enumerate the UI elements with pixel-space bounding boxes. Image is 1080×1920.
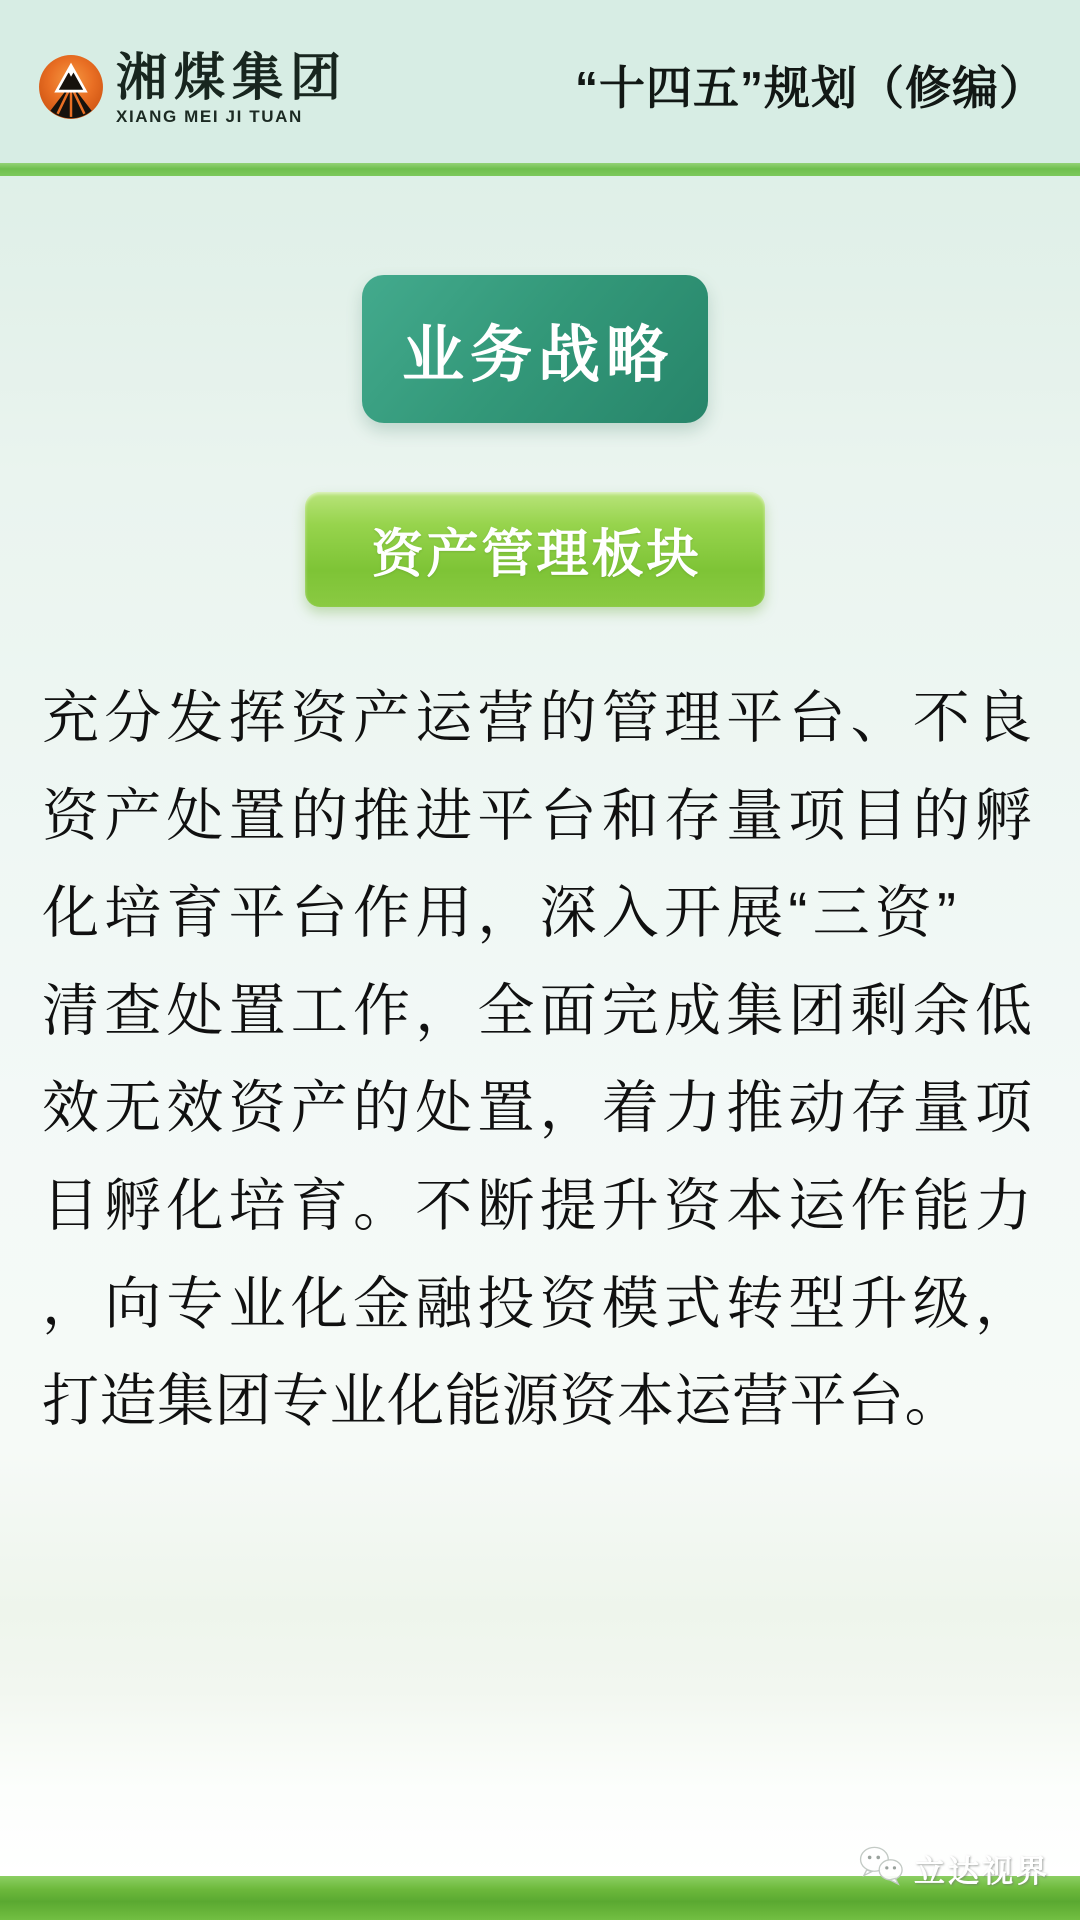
watermark xyxy=(858,1845,1050,1892)
watermark-label: 立达视界 xyxy=(914,1854,1050,1889)
paragraph-line: ，向专业化金融投资模式转型升级， xyxy=(42,1271,1038,1336)
page-title: “十四五”规划（修编） xyxy=(575,62,1046,114)
mountain-sun-icon xyxy=(38,107,104,124)
body-paragraph xyxy=(42,670,1038,1451)
company-name-cn: 湘煤集团 xyxy=(116,49,349,106)
paragraph-line: 清查处置工作，全面完成集团剩余低 xyxy=(42,978,1038,1043)
business-strategy-banner xyxy=(362,275,708,423)
chat-bubbles-icon xyxy=(858,1845,908,1892)
paragraph-line: 效无效资产的处置，着力推动存量项 xyxy=(42,1076,1038,1141)
green-divider-line xyxy=(0,163,1080,176)
business-strategy-label: 业务战略 xyxy=(401,320,674,390)
company-name-block xyxy=(116,50,348,127)
paragraph-line: 打造集团专业化能源资本运营平台。 xyxy=(42,1369,962,1434)
header-bar xyxy=(0,0,1080,163)
paragraph-line: 资产处置的推进平台和存量项目的孵 xyxy=(42,783,1038,848)
company-logo xyxy=(38,54,104,120)
company-name-en: XIANG MEI JI TUAN xyxy=(116,107,303,126)
asset-management-banner xyxy=(305,492,765,607)
paragraph-line: 化培育平台作用，深入开展“三资” xyxy=(42,881,962,946)
paragraph-line: 目孵化培育。不断提升资本运作能力 xyxy=(42,1173,1038,1238)
asset-management-label: 资产管理板块 xyxy=(371,526,702,584)
paragraph-line: 充分发挥资产运营的管理平台、不良 xyxy=(42,686,1038,750)
